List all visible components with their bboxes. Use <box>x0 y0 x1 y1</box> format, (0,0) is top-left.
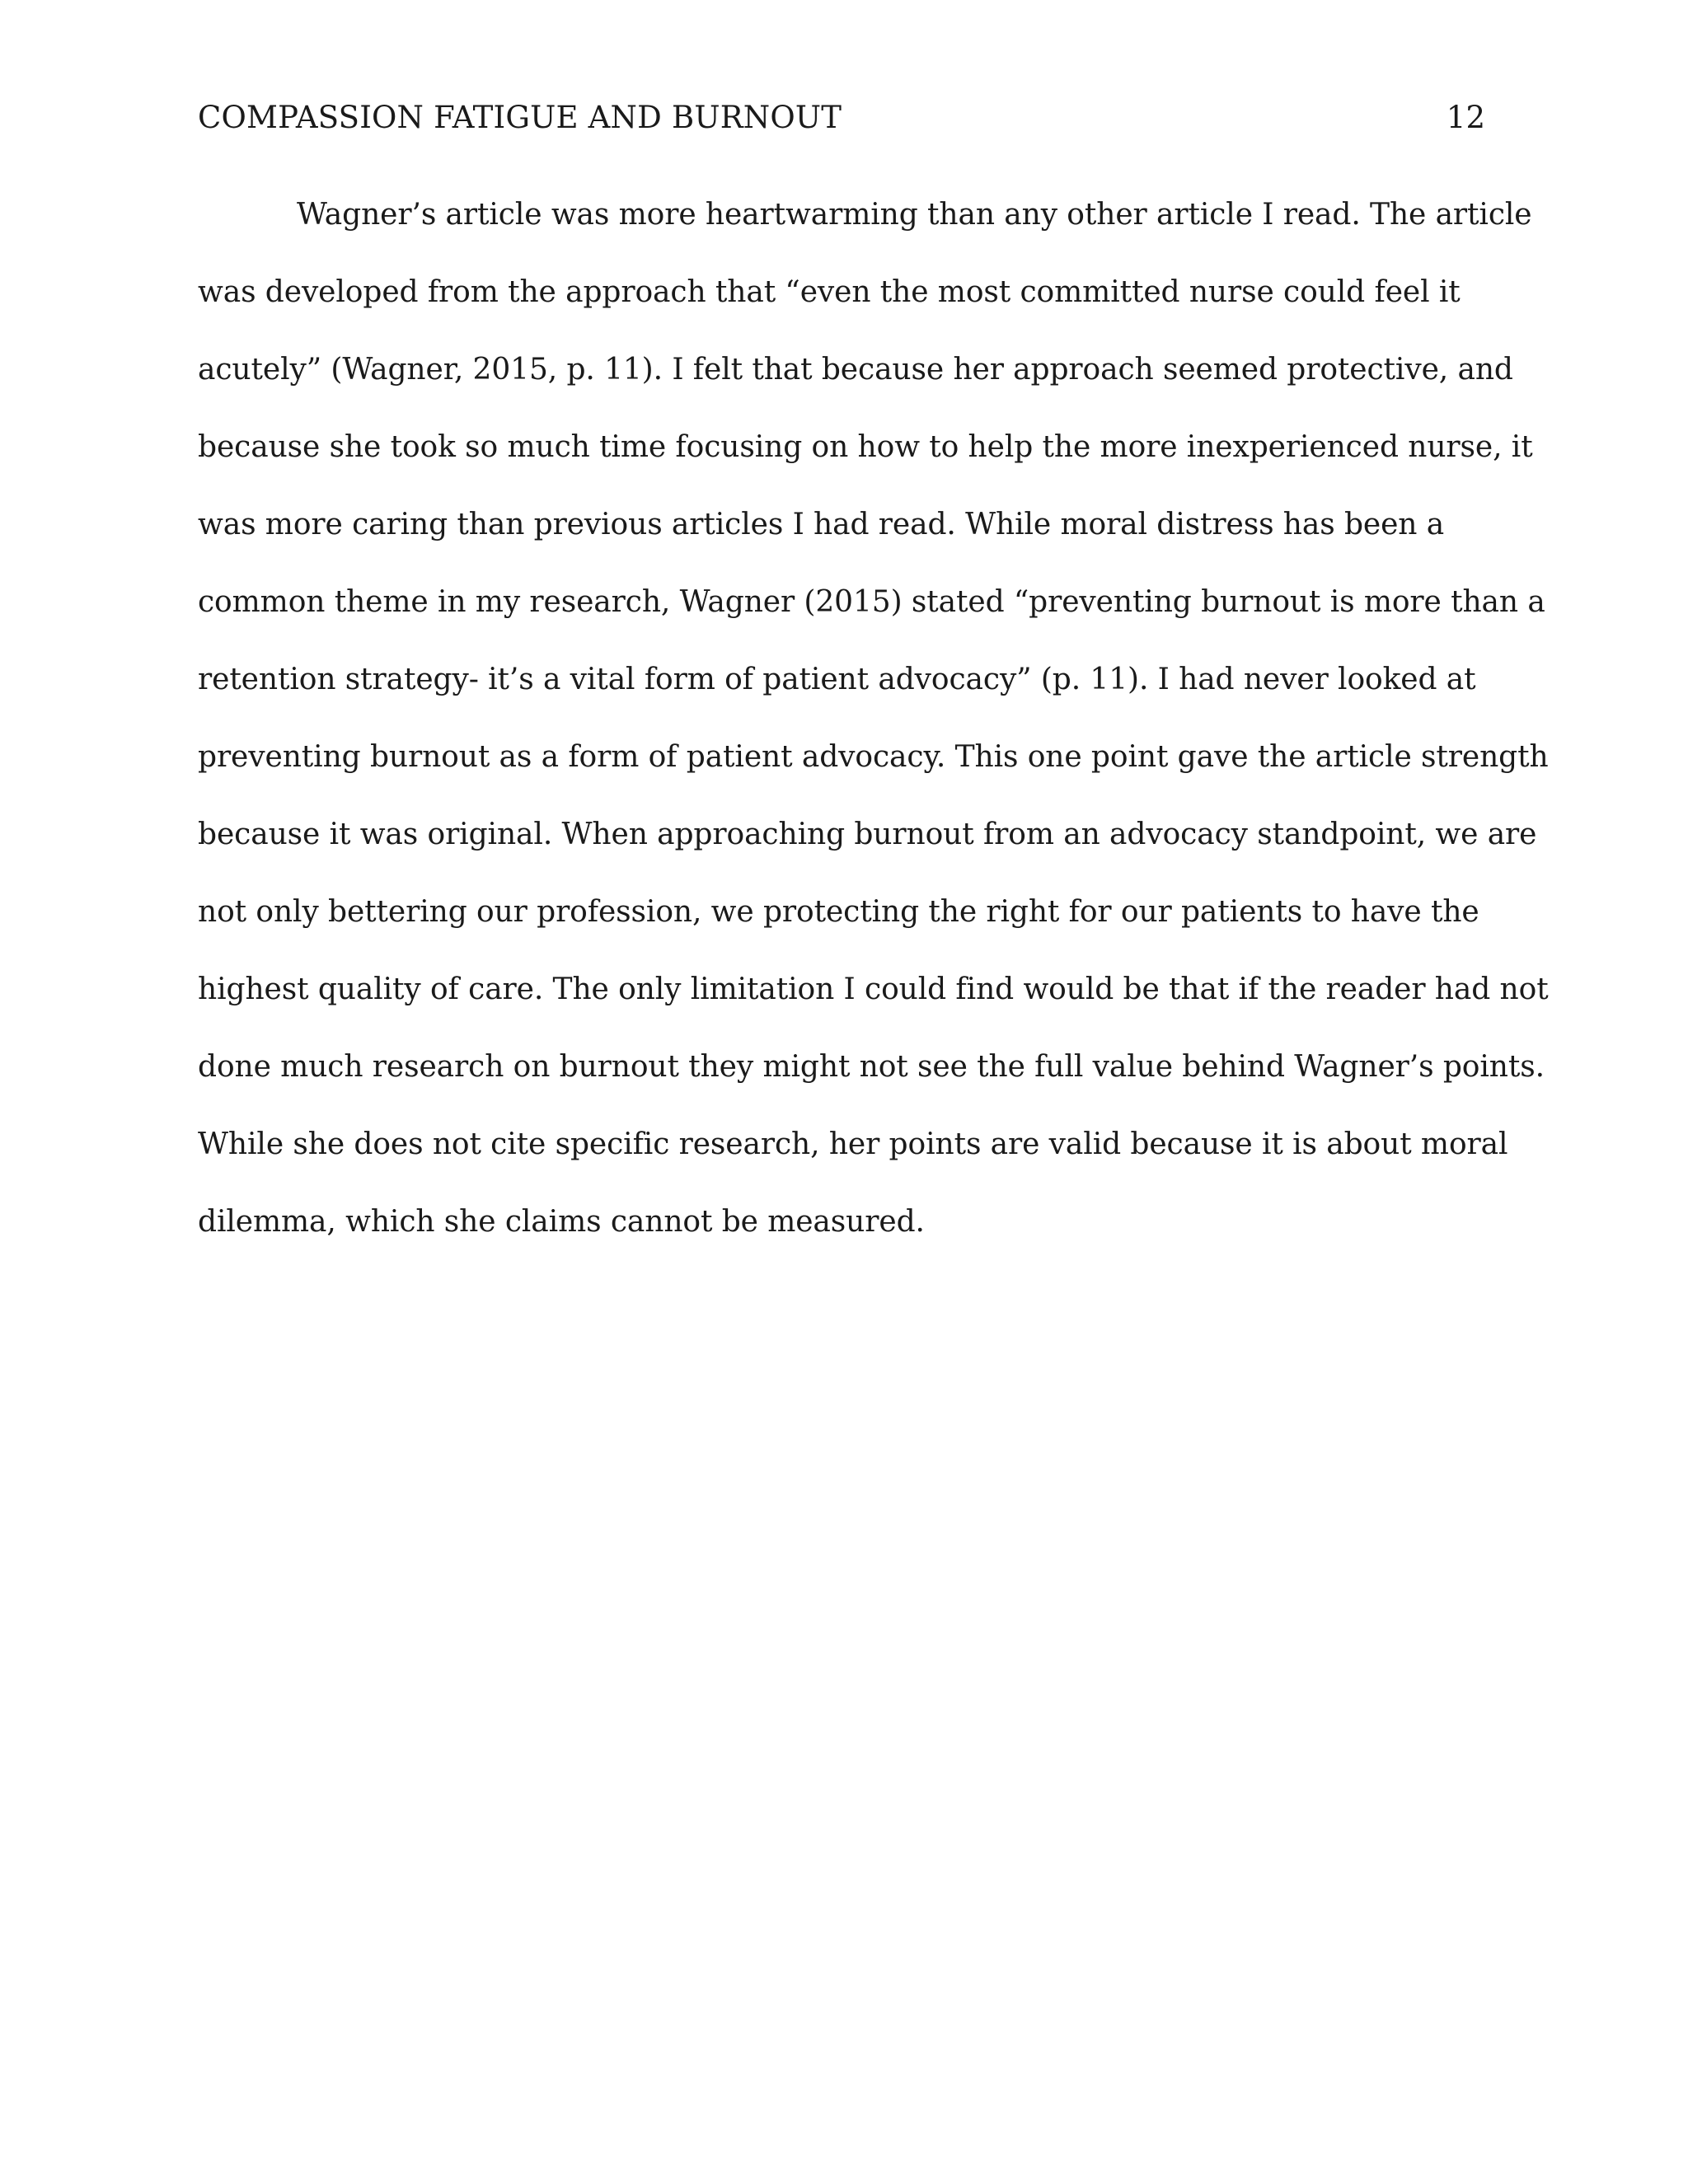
paragraph-line: Wagner’s article was more heartwarming than any other article I read. The article <box>297 198 1532 232</box>
running-head: COMPASSION FATIGUE AND BURNOUT <box>198 100 842 135</box>
paragraph-line: highest quality of care. The only limitation I could find would be that if the reader had not <box>198 972 1549 1006</box>
paragraph-line: preventing burnout as a form of patient advocacy. This one point gave the article strength <box>198 740 1549 774</box>
paragraph-line: retention strategy- it’s a vital form of patient advocacy” (p. 11). I had never looked at <box>198 663 1476 696</box>
page-number: 12 <box>1446 100 1485 135</box>
paragraph-line: While she does not cite specific research, her points are valid because it is about moral <box>198 1127 1508 1161</box>
paragraph-line: acutely” (Wagner, 2015, p. 11). I felt that because her approach seemed protective, and <box>198 353 1513 387</box>
paragraph-line: done much research on burnout they might not see the full value behind Wagner’s points. <box>198 1050 1545 1084</box>
paragraph-line: was more caring than previous articles I had read. While moral distress has been a <box>198 508 1445 541</box>
paragraph-line: common theme in my research, Wagner (2015) stated “preventing burnout is more than a <box>198 585 1545 619</box>
paragraph-line: because she took so much time focusing on how to help the more inexperienced nurse, it <box>198 430 1533 464</box>
paragraph-line: not only bettering our profession, we protecting the right for our patients to have the <box>198 895 1479 929</box>
body-paragraph <box>198 191 1549 1276</box>
paragraph-line: because it was original. When approaching burnout from an advocacy standpoint, we are <box>198 818 1537 851</box>
paragraph-line: dilemma, which she claims cannot be measured. <box>198 1205 925 1239</box>
paragraph-line: was developed from the approach that “even the most committed nurse could feel it <box>198 275 1461 309</box>
